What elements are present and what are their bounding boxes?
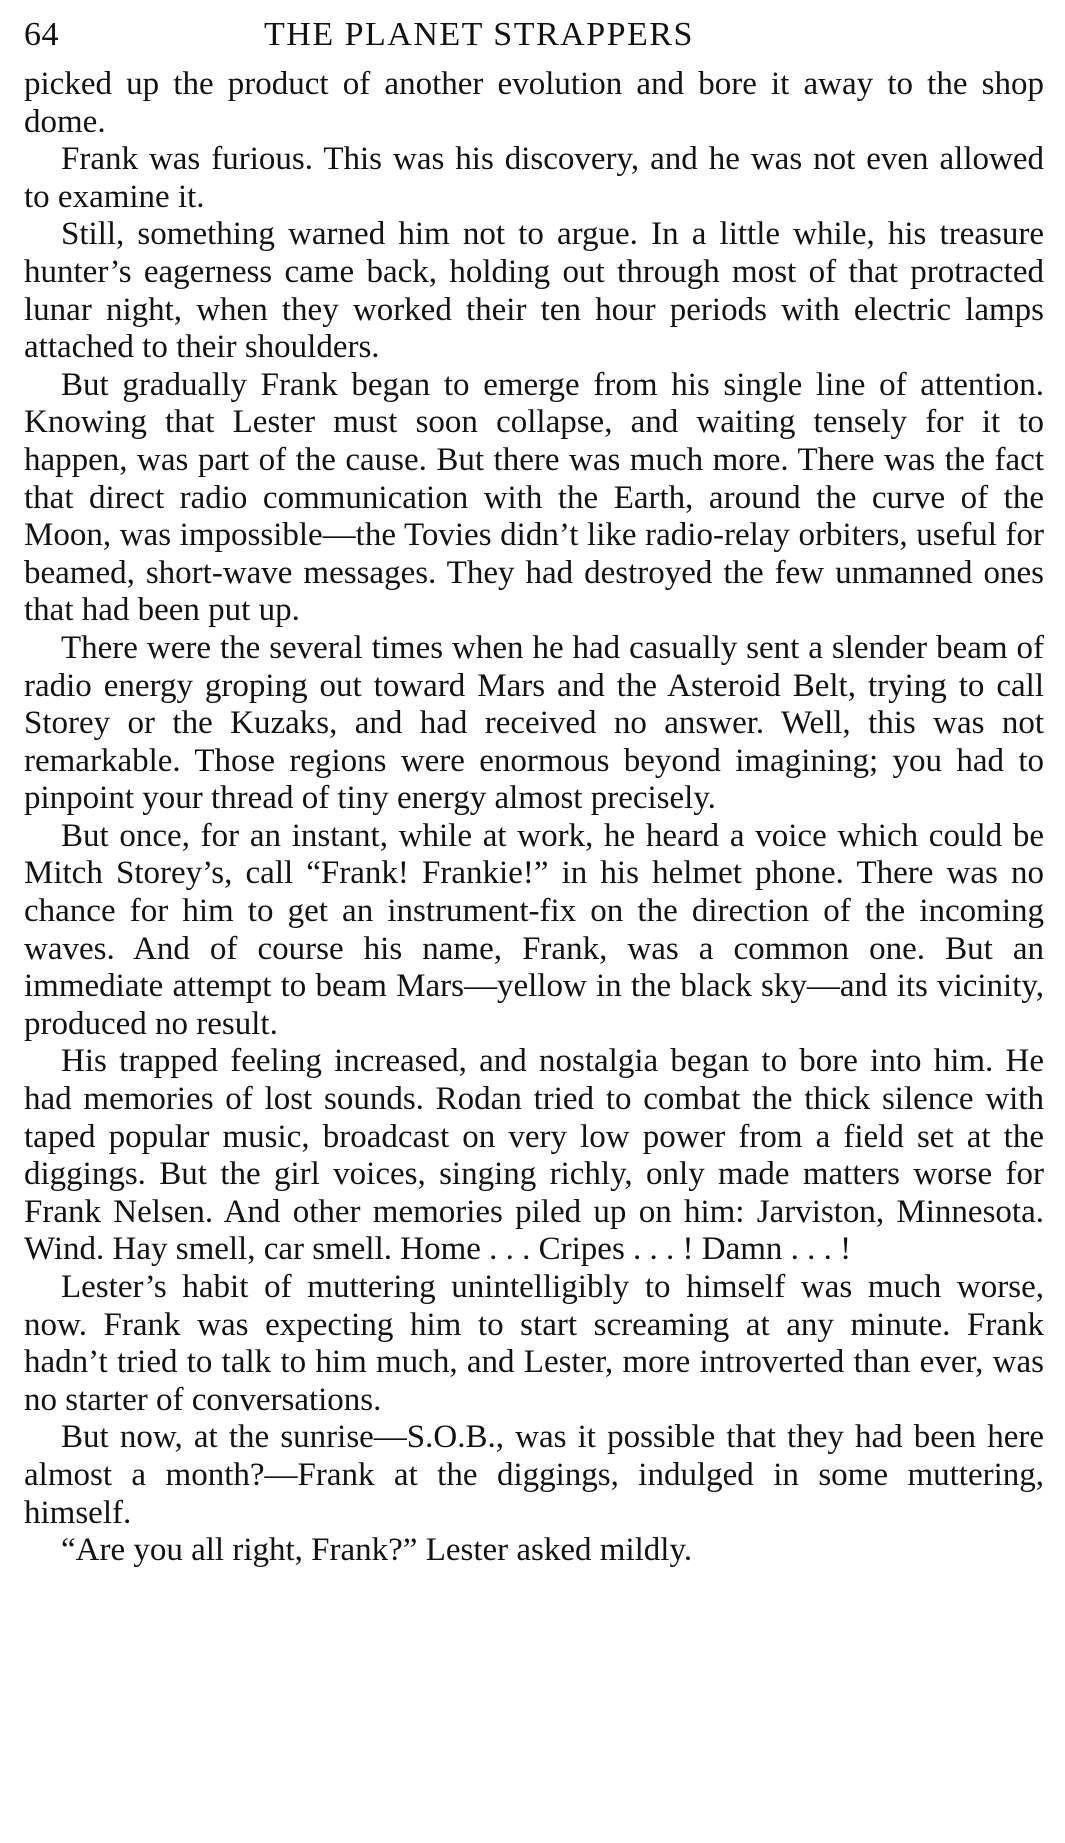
paragraph: There were the several times when he had casually sent a slender beam of radio energy groping out toward Mars and the Asteroid Belt, trying to call Storey or the Kuzaks, and had received no answer. Well, this was not remarkable. Those regions were enormous beyond imagining; you had to pinpoint your thread of tiny energy almost precisely.: [24, 629, 1044, 817]
paragraph: Frank was furious. This was his discovery, and he was not even allowed to examine it.: [24, 141, 1044, 215]
paragraph: His trapped feeling increased, and nostalgia began to bore into him. He had memories of lost sounds. Rodan tried to combat the thick silence with taped popular music, broadcast on very low power from a field set at the diggings. But the girl voices, singing richly, only made matters worse for Frank Nelsen. And other memories piled up on him: Jarviston, Minnesota. Wind. Hay smell, car smell. Home . . . Cripes . . . ! Damn . . . !: [24, 1043, 1044, 1268]
paragraph: “Are you all right, Frank?” Lester asked mildly.: [61, 1532, 693, 1569]
book-page: [24, 10, 1044, 1570]
paragraph: picked up the product of another evolution and bore it away to the shop dome.: [24, 66, 1044, 140]
paragraph: But once, for an instant, while at work, he heard a voice which could be Mitch Storey’s, call “Frank! Frankie!” in his helmet phone. There was no chance for him to get an instrument-fix on the direction of the incoming waves. And of course his name, Frank, was a common one. But an immediate attempt to beam Mars—yellow in the black sky—and its vicinity, produced no result.: [24, 817, 1044, 1042]
paragraph: But now, at the sunrise—S.O.B., was it possible that they had been here almost a month?—Frank at the diggings, indulged in some muttering, himself.: [24, 1419, 1044, 1531]
paragraph: Lester’s habit of muttering unintelligibly to himself was much worse, now. Frank was expecting him to start screaming at any minute. Frank hadn’t tried to talk to him much, and Lester, more introverted than ever, was no starter of conversations.: [24, 1269, 1044, 1418]
running-title: THE PLANET STRAPPERS: [264, 16, 694, 53]
body-text: [24, 66, 1044, 1570]
paragraph: But gradually Frank began to emerge from his single line of attention. Knowing that Lester must soon collapse, and waiting tensely for it to happen, was part of the cause. But there was much more. There was the fact that direct radio communication with the Earth, around the curve of the Moon, was impossible—the Tovies didn’t like radio-relay orbiters, useful for beamed, short-wave messages. They had destroyed the few unmanned ones that had been put up.: [24, 366, 1044, 629]
running-head: [24, 10, 1044, 60]
paragraph: Still, something warned him not to argue. In a little while, his treasure hunter’s eagerness came back, holding out through most of that protracted lunar night, when they worked their ten hour periods with electric lamps attached to their shoulders.: [24, 216, 1044, 366]
page-number: 64: [24, 16, 59, 53]
